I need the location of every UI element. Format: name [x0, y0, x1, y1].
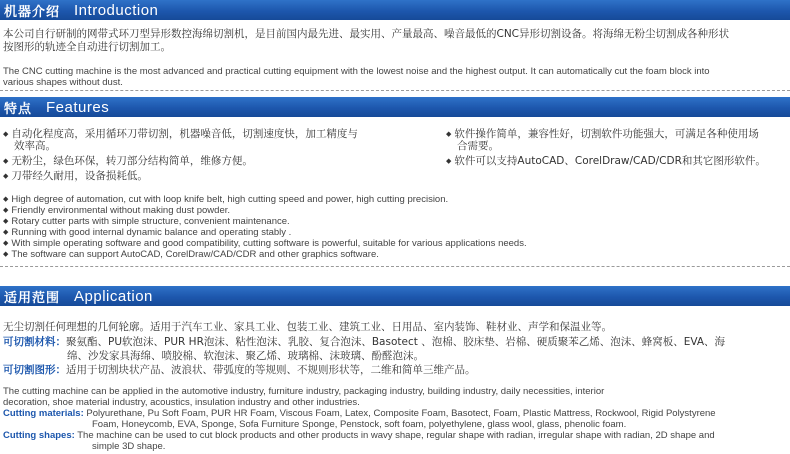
materials-label-en: Cutting materials: — [3, 408, 84, 419]
intro-cn-line2: 按图形的轨迹全自动进行切割加工。 — [3, 41, 171, 53]
application-cn-line1: 无尘切割任何理想的几何轮廓。适用于汽车工业、家具工业、包装工业、建筑工业、日用品、室内装饰、鞋材业、声学和保温业等。 — [3, 321, 612, 333]
features-title-en: Features — [46, 98, 110, 116]
divider — [0, 90, 790, 92]
materials-en-2: Foam, Honeycomb, EVA, Sponge, Sofa Furniture Sponge, Penstock, soft foam, polyethylene, glass wool, glass, phenolic foam. — [92, 419, 627, 430]
shapes-cn-row — [3, 364, 476, 376]
application-en-line1: The cutting machine can be applied in the automotive industry, furniture industry, packaging industry, building industry, daily necessities, interior — [3, 386, 605, 397]
shapes-label-en: Cutting shapes: — [3, 430, 75, 441]
shapes-label-cn: 可切割图形： — [3, 364, 66, 376]
feature-cn-item: ◆ 无粉尘，绿色环保，转刀部分结构简单，维修方便。 — [3, 155, 253, 168]
divider — [0, 266, 790, 268]
feature-en-item: ◆ High degree of automation, cut with loop knife belt, high cutting speed and power, high cutting precision. — [3, 195, 448, 207]
feature-en-item: ◆ Rotary cutter parts with simple structure, convenient maintenance. — [3, 217, 290, 229]
features-title-cn: 特点 — [4, 101, 33, 117]
application-title-en: Application — [74, 287, 153, 305]
intro-header — [0, 0, 790, 20]
application-title-cn: 适用范围 — [4, 290, 61, 306]
materials-label-cn: 可切割材料： — [3, 336, 66, 348]
feature-cn-item-cont: 效率高。 — [14, 140, 56, 152]
shapes-cn: 适用于切割块状产品、波浪状、带弧度的等规则、不规则形状等，二维和简单三维产品。 — [66, 364, 476, 376]
feature-en-item: ◆ Friendly environmental without making dust powder. — [3, 206, 230, 218]
materials-cn-row — [3, 336, 725, 348]
intro-en-line1: The CNC cutting machine is the most advanced and practical cutting equipment with the lowest noise and the highest output. It can automatically cut the foam block into — [3, 66, 710, 77]
feature-en-item: ◆ Running with good internal dynamic balance and operating stably . — [3, 228, 291, 240]
feature-cn-item: ◆ 刀带经久耐用，设备损耗低。 — [3, 170, 148, 183]
intro-title-en: Introduction — [74, 1, 159, 19]
features-header — [0, 97, 790, 117]
feature-cn-item-cont: 合需要。 — [457, 140, 499, 152]
application-header — [0, 286, 790, 306]
intro-cn-line1: 本公司自行研制的网带式环刀型异形数控海绵切割机，是目前国内最先进、最实用、产量最高、噪音最低的CNC异形切割设备。将海绵无粉尘切割成各种形状 — [3, 28, 730, 40]
shapes-en-1: The machine can be used to cut block products and other products in wavy shape, regular shape with radian, irregular shape with radian, 2D shape and — [77, 430, 715, 441]
feature-cn-item: ◆ 软件操作简单，兼容性好，切割软件功能强大，可满足各种使用场 — [446, 128, 759, 141]
materials-cn-2: 绵、沙发家具海绵、喷胶棉、软泡沫、聚乙烯、玻璃棉、沫玻璃、酚醛泡沫。 — [67, 350, 424, 362]
shapes-en-2: simple 3D shape. — [92, 441, 166, 452]
feature-en-item: ◆ The software can support AutoCAD, CorelDraw/CAD/CDR and other graphics software. — [3, 250, 379, 262]
application-en-line2: decoration, shoe material industry, acoustics, insulation industry and other industries. — [3, 397, 360, 408]
shapes-en-row — [3, 431, 715, 442]
feature-cn-item: ◆ 自动化程度高，采用循环刀带切割，机器噪音低，切割速度快，加工精度与 — [3, 128, 358, 141]
materials-en-1: Polyurethane, Pu Soft Foam, PUR HR Foam, Viscous Foam, Latex, Composite Foam, Basotect, Foam, Plastic Mattress, Rockwool, Rigid Polystyrene — [86, 408, 716, 419]
intro-title-cn: 机器介绍 — [4, 4, 61, 20]
materials-cn-1: 聚氨酯、PU软泡沫、PUR HR泡沫、粘性泡沫、乳胶、复合泡沫、Basotect 、泡棉、胶床垫、岩棉、硬质聚苯乙烯、泡沫、蜂窝板、EVA、海 — [66, 336, 726, 348]
feature-en-item: ◆ With simple operating software and good compatibility, cutting software is powerful, suitable for various applications needs. — [3, 239, 527, 251]
materials-en-row — [3, 409, 716, 420]
intro-en-line2: various shapes without dust. — [3, 77, 123, 88]
feature-cn-item: ◆ 软件可以支持AutoCAD、CorelDraw/CAD/CDR和其它图形软件。 — [446, 155, 766, 168]
